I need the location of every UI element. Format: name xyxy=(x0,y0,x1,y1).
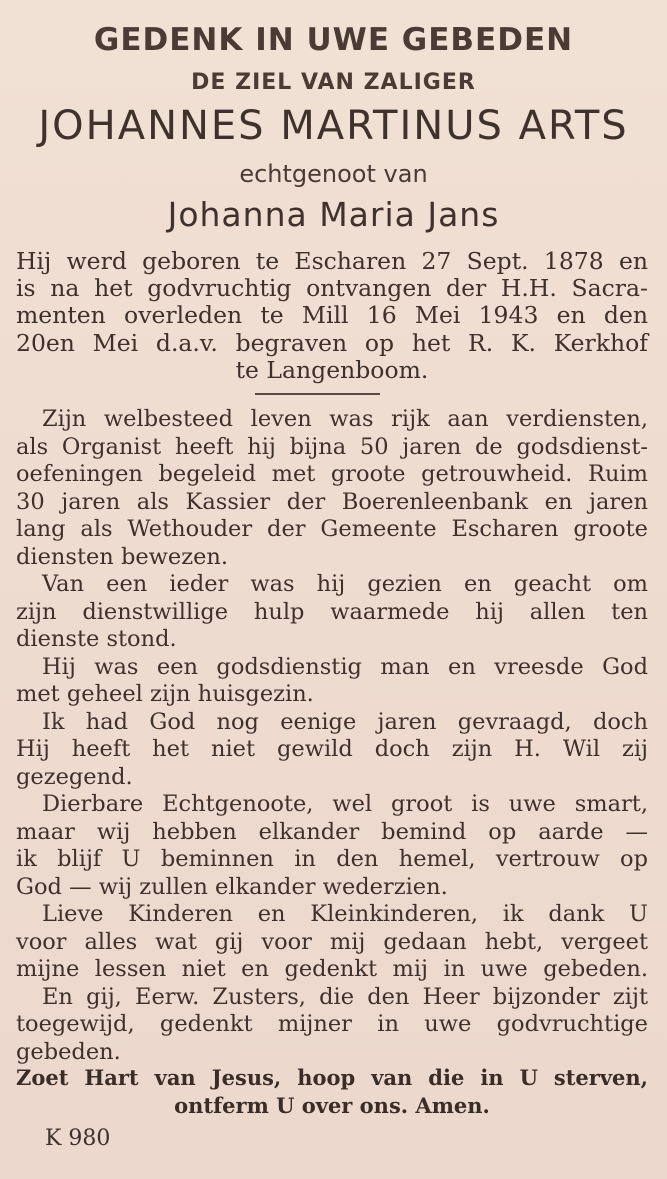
heading-line-2: DE ZIEL VAN ZALIGER xyxy=(191,70,476,95)
paragraph xyxy=(16,709,648,792)
memorial-text xyxy=(16,406,648,1066)
text-line: En gij, Eerw. Zusters, die den Heer bijzonder zijt xyxy=(42,983,648,1010)
text-line: Van een ieder was hij gezien en geacht om xyxy=(42,571,648,597)
text-line: toegewijd, gedenkt mijner in uwe godvruchtige xyxy=(16,1011,648,1037)
text-line: God — wij zullen elkander wederzien. xyxy=(16,873,448,900)
text-line: gebeden. xyxy=(16,1038,121,1065)
bio-line: menten overleden te Mill 16 Mei 1943 en den xyxy=(16,301,648,330)
deceased-name: JOHANNES MARTINUS ARTS xyxy=(38,103,629,149)
text-line: diensten bewezen. xyxy=(16,543,229,570)
bio-line: 20en Mei d.a.v. begraven op het R. K. Kerkhof xyxy=(16,328,648,357)
paragraph xyxy=(16,571,648,654)
heading-line-1: GEDENK IN UWE GEBEDEN xyxy=(93,22,574,58)
text-line: oefeningen begeleid met groote getrouwheid. Ruim xyxy=(16,461,648,487)
text-line: dienste stond. xyxy=(16,626,177,652)
text-line: Hij was een godsdienstig man en vreesde God xyxy=(42,653,648,680)
closing-prayer xyxy=(16,1064,648,1120)
spouse-intro: echtgenoot van xyxy=(239,160,428,188)
bio-line: is na het godvruchtig ontvangen der H.H. Sacra- xyxy=(16,274,648,303)
text-line: zijn dienstwillige hulp waarmede hij allen ten xyxy=(16,598,648,625)
text-line: Dierbare Echtgenoote, wel groot is uwe smart, xyxy=(42,791,648,817)
spouse-name: Johanna Maria Jans xyxy=(167,195,500,234)
text-line: Ik had God nog eenige jaren gevraagd, doch xyxy=(42,708,648,735)
biography xyxy=(16,248,648,384)
text-line: maar wij hebben elkander bemind op aarde — xyxy=(16,818,648,845)
card-code: K 980 xyxy=(45,1126,111,1151)
divider xyxy=(255,393,380,395)
text-line: met geheel zijn huisgezin. xyxy=(16,681,314,707)
text-line: ik blijf U beminnen in den hemel, vertrouw op xyxy=(16,846,648,872)
prayer-line-2: ontferm U over ons. Amen. xyxy=(174,1093,490,1118)
paragraph xyxy=(16,654,648,709)
text-line: Lieve Kinderen en Kleinkinderen, ik dank U xyxy=(42,901,648,927)
paragraph xyxy=(16,406,648,571)
text-line: 30 jaren als Kassier der Boerenleenbank en jaren xyxy=(16,488,648,515)
paragraph xyxy=(16,791,648,901)
text-line: als Organist heeft hij bijna 50 jaren de godsdienst- xyxy=(16,433,648,460)
bio-line: te Langenboom. xyxy=(235,355,429,384)
paragraph xyxy=(16,901,648,984)
text-line: gezegend. xyxy=(16,763,133,790)
text-line: mijne lessen niet en gedenkt mij in uwe gebeden. xyxy=(16,956,648,982)
prayer-line-1: Zoet Hart van Jesus, hoop van die in U sterven, xyxy=(16,1065,648,1090)
text-line: Zijn welbesteed leven was rijk aan verdiensten, xyxy=(42,406,648,432)
text-line: lang als Wethouder der Gemeente Escharen groote xyxy=(16,516,648,542)
bio-line: Hij werd geboren te Escharen 27 Sept. 1878 en xyxy=(16,247,648,275)
text-line: voor alles wat gij voor mij gedaan hebt, vergeet xyxy=(16,928,648,955)
paragraph xyxy=(16,984,648,1067)
text-line: Hij heeft het niet gewild doch zijn H. Wil zij xyxy=(16,736,648,762)
